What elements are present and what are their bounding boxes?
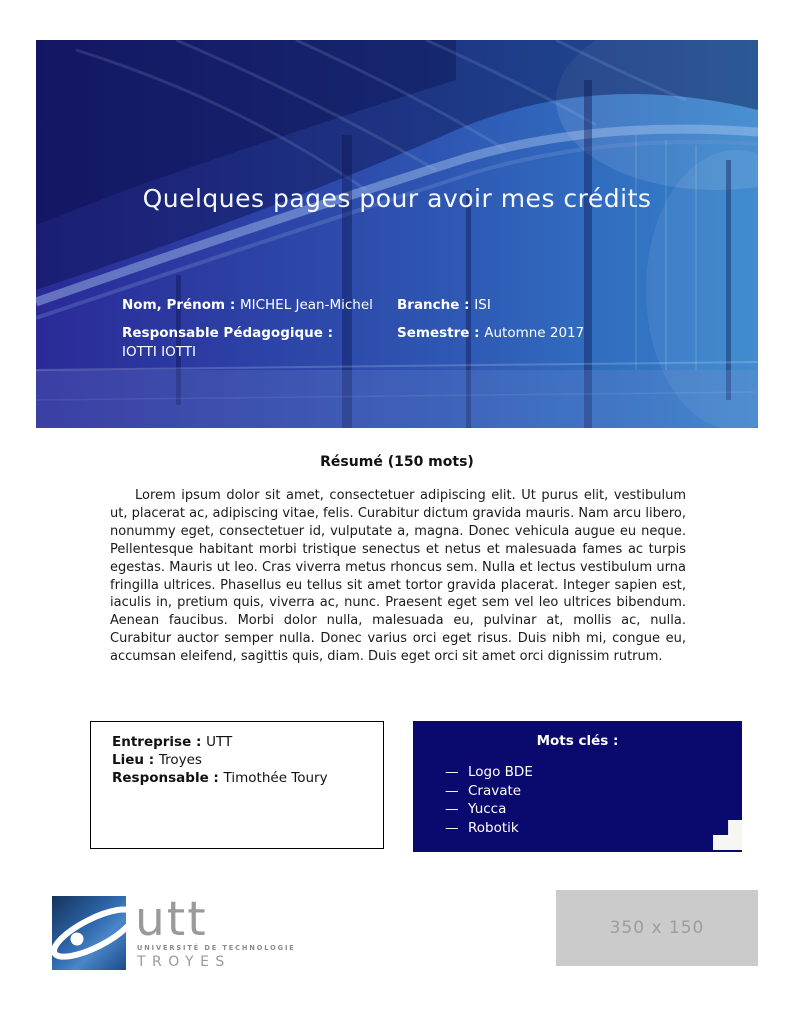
image-placeholder [556, 890, 758, 966]
dash-bullet: — [445, 801, 459, 817]
list-item [445, 800, 742, 819]
company-responsable [112, 769, 373, 787]
company-box [90, 721, 384, 849]
field-label: Branche : [397, 297, 470, 313]
field-value: Timothée Toury [223, 770, 328, 786]
resume-heading: Résumé (150 mots) [320, 454, 474, 470]
logo-subtitle: UNIVERSITÉ DE TECHNOLOGIE [137, 944, 296, 952]
field-label: Responsable Pédagogique : [122, 325, 334, 341]
keywords-list [413, 763, 742, 837]
logo-city: TROYES [137, 954, 231, 970]
field-label: Entreprise : [112, 734, 202, 750]
field-semestre [397, 326, 584, 341]
keyword-label: Cravate [468, 782, 522, 799]
resume-body: Lorem ipsum dolor sit amet, consectetuer adipiscing elit. Ut purus elit, vestibulum ut, placerat ac, adipiscing vitae, felis. Curabitur dictum gravida mauris. Nam arcu libero, nonummy eget, consectetuer id, vulputate a, magna. Donec vehicula augue eu neque. Pellentesque habitant morbi tristique senectus et netus et malesuada fames ac turpis egestas. Mauris ut leo. Cras viverra metus rhoncus sem. Nulla et lectus vestibulum urna fringilla ultrices. Phasellus eu tellus sit amet tortor gravida placerat. Integer sapien est, iaculis in, pretium quis, viverra ac, nunc. Praesent eget sem vel leo ultrices bibendum. Aenean faucibus. Morbi dolor nulla, malesuada eu, pulvinar at, mollis ac, nulla. Curabitur auctor semper nulla. Donec varius orci eget risus. Duis nibh mi, congue eu, accumsan eleifend, sagittis quis, diam. Duis eget orci sit amet orci dignissim rutrum. [110, 488, 686, 665]
orbit-dot-icon [71, 933, 84, 946]
list-item [445, 819, 742, 838]
utt-logo [52, 892, 296, 980]
logo-wordmark: utt [135, 892, 208, 947]
dash-bullet: — [445, 764, 459, 780]
field-label: Semestre : [397, 325, 480, 341]
field-value: UTT [206, 734, 233, 750]
field-value: MICHEL Jean-Michel [239, 297, 373, 313]
field-label: Nom, Prénom : [122, 297, 236, 313]
keyword-label: Logo BDE [468, 764, 533, 780]
company-lieu [112, 751, 373, 769]
field-nom-prenom [122, 298, 373, 313]
keyword-label: Robotik [468, 819, 519, 836]
page-title: Quelques pages pour avoir mes crédits [142, 184, 652, 213]
dash-bullet: — [445, 782, 459, 799]
keywords-title: Mots clés : [536, 733, 619, 749]
field-value: ISI [474, 297, 491, 313]
list-item [445, 782, 742, 801]
header-banner [36, 40, 758, 428]
keywords-box [413, 721, 742, 852]
company-entreprise [112, 733, 373, 751]
field-label: Responsable : [112, 770, 219, 786]
field-responsable-pedagogique [122, 326, 333, 360]
field-branche [397, 298, 491, 313]
utt-logo-mark [52, 896, 144, 972]
dash-bullet: — [445, 819, 459, 836]
cover-fields [36, 40, 758, 428]
list-item [445, 763, 742, 782]
field-value: IOTTI IOTTI [122, 344, 196, 360]
field-label: Lieu : [112, 752, 155, 768]
placeholder-size-label: 350 x 150 [609, 918, 705, 938]
keyword-label: Yucca [468, 801, 507, 817]
field-value: Troyes [158, 752, 202, 768]
field-value: Automne 2017 [484, 325, 585, 341]
